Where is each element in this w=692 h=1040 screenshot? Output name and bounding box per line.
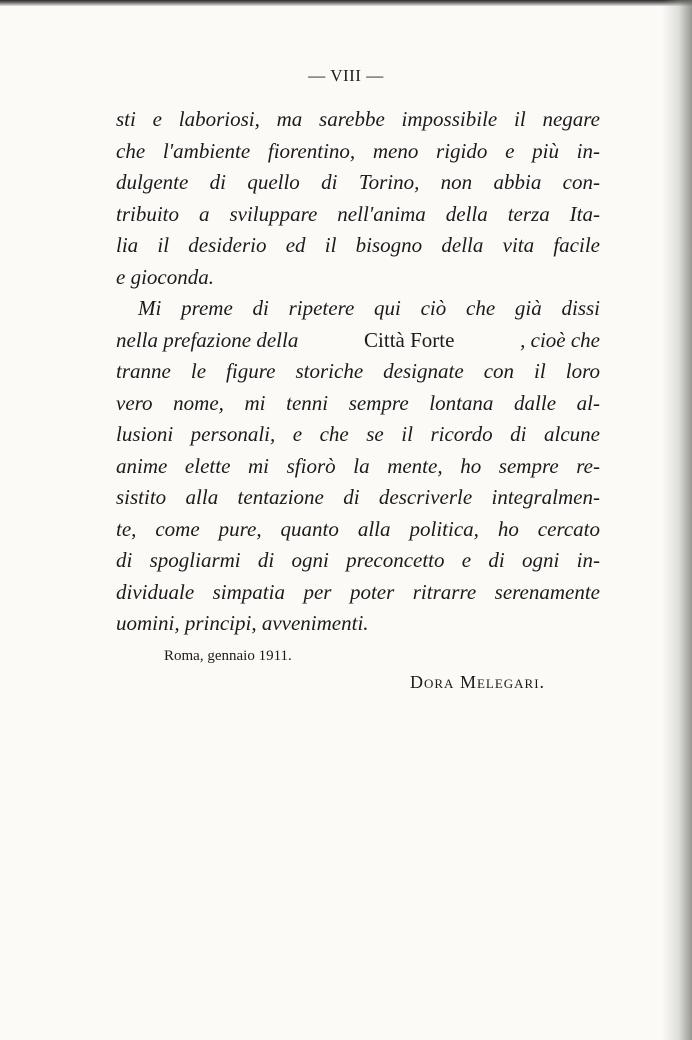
text-segment: , cioè che xyxy=(520,327,600,352)
body-text xyxy=(116,104,600,640)
top-edge-rule xyxy=(0,0,692,6)
text-line: vero nome, mi tenni sempre lontana dalle al- xyxy=(116,390,600,415)
text-line: lia il desiderio ed il bisogno della vita facile xyxy=(116,233,600,257)
text-line: che l'ambiente fiorentino, meno rigido e più in- xyxy=(116,138,600,163)
text-line: dividuale simpatia per poter ritrarre serenamente xyxy=(116,579,600,604)
text-line: anime elette mi sfiorò la mente, ho sempre re- xyxy=(116,453,600,478)
page-edge-shadow xyxy=(662,0,692,1040)
book-title: Città Forte xyxy=(364,327,455,352)
text-line: te, come pure, quanto alla politica, ho cercato xyxy=(116,516,600,541)
text-line-mixed xyxy=(116,325,600,357)
text-line: tribuito a sviluppare nell'anima della terza Ita- xyxy=(116,201,600,226)
text-line: di spogliarmi di ogni preconcetto e di ogni in- xyxy=(116,548,600,572)
text-line: sti e laboriosi, ma sarebbe impossibile il negare xyxy=(116,107,600,131)
text-line: dulgente di quello di Torino, non abbia con- xyxy=(116,170,600,194)
paragraph-start-line: Mi preme di ripetere qui ciò che già dissi xyxy=(138,296,600,320)
text-line: tranne le figure storiche designate con il loro xyxy=(116,359,600,383)
text-line: sistito alla tentazione di descriverle integralmen- xyxy=(116,485,600,509)
text-line: uomini, principi, avvenimenti. xyxy=(116,611,369,635)
text-segment: nella prefazione della xyxy=(116,327,299,352)
text-line: e gioconda. xyxy=(116,264,214,289)
text-line: lusioni personali, e che se il ricordo di alcune xyxy=(116,422,600,446)
date-line: Roma, gennaio 1911. xyxy=(164,648,292,664)
author-signature: Dora Melegari. xyxy=(410,672,546,692)
page-number: — VIII — xyxy=(308,66,384,85)
